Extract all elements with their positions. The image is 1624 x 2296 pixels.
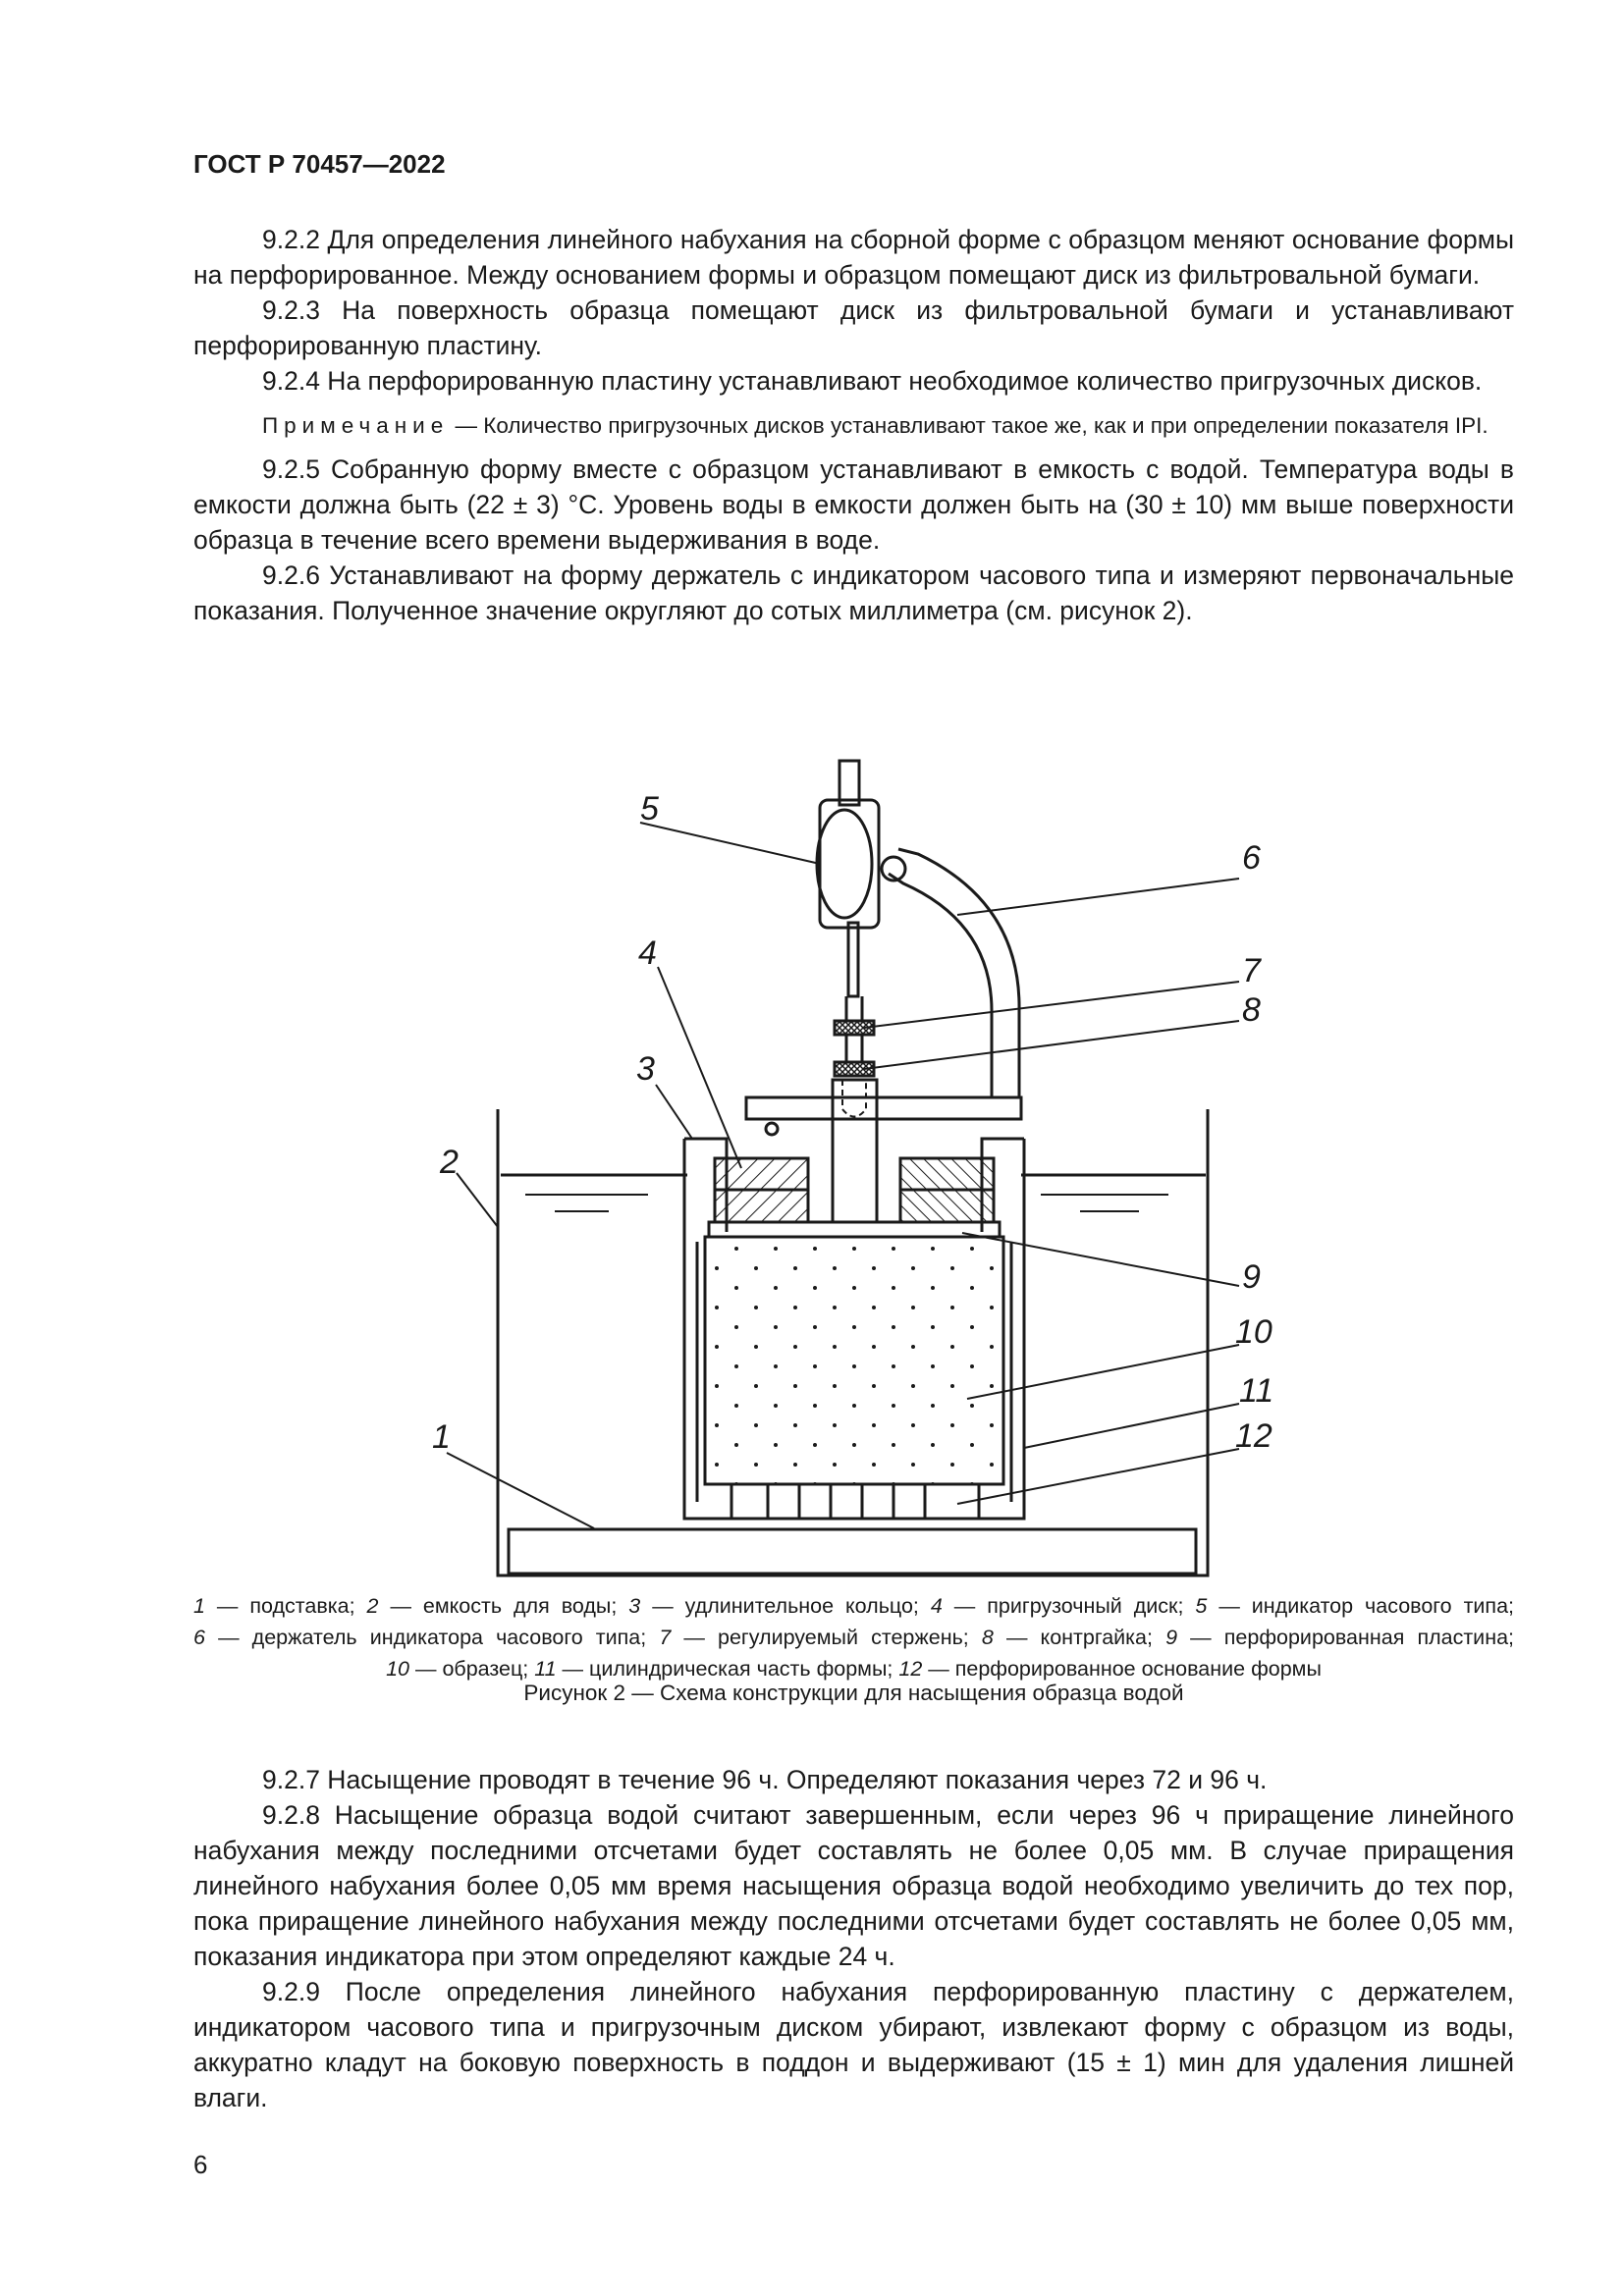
label-4: 4 [638, 934, 657, 972]
perforated-plate [709, 1222, 1000, 1237]
paragraph-9-2-6: 9.2.6 Устанавливают на форму держатель с индикатором часового типа и измеряют первоначальные показания. Полученное значение округляют до сотых миллиметра (см. рисунок 2). [193, 561, 1514, 625]
page-number: 6 [193, 2150, 208, 2179]
legend-line-3: 10 — образец; 11 — цилиндрическая часть формы; 12 — перфорированное основание формы [386, 1657, 1322, 1681]
paragraph-9-2-4: 9.2.4 На перфорированную пластину устанавливают необходимое количество пригрузочных дисков. [262, 366, 1483, 396]
paragraph-9-2-5: 9.2.5 Собранную форму вместе с образцом устанавливают в емкость с водой. Температура воды в емкости должна быть (22 ± 3) °С. Уровень воды в емкости должен быть на (30 ± 10) мм выше поверхности образца в течение всего времени выдерживания в воде. [193, 454, 1514, 555]
legend-line-2: 6 — держатель индикатора часового типа; 7 — регулируемый стержень; 8 — контргайка; 9 — перфорированная пластина; [193, 1626, 1514, 1649]
figure-2 [0, 746, 1624, 1590]
paragraph-9-2-2: 9.2.2 Для определения линейного набухания на сборной форме с образцом меняют основание формы на перфорированное. Между основанием формы и образцом помещают диск из фильтровальной бумаги. [193, 225, 1514, 290]
label-5: 5 [640, 790, 659, 828]
label-2: 2 [440, 1144, 459, 1181]
stand [509, 1529, 1196, 1574]
text-block-bottom [193, 1762, 1514, 2115]
paragraph-9-2-8: 9.2.8 Насыщение образца водой считают завершенным, если через 96 ч приращение линейного набухания между последними отсчетами будет составлять не более 0,05 мм. В случае приращения линейного набухания более 0,05 мм время насыщения образца водой необходимо увеличить до тех пор, пока приращение линейного набухания между последними отсчетами будет составлять не более 0,05 мм, показания индикатора при этом определяют каждые 24 ч. [193, 1800, 1514, 1971]
holder-base [746, 1097, 1021, 1119]
standard-header: ГОСТ Р 70457—2022 [193, 149, 446, 179]
sample [705, 1237, 1003, 1484]
label-1: 1 [432, 1418, 451, 1456]
paragraph-9-2-9: 9.2.9 После определения линейного набухания перфорированную пластину с держателем, индикатором часового типа и пригрузочным диском убирают, извлекают форму с образцом из воды, аккуратно кладут на боковую поверхность в поддон и выдерживают (15 ± 1) мин для удаления лишней влаги. [193, 1977, 1514, 2112]
paragraph-9-2-7: 9.2.7 Насыщение проводят в течение 96 ч. Определяют показания через 72 и 96 ч. [262, 1765, 1268, 1794]
note [193, 410, 1514, 442]
label-3: 3 [636, 1050, 655, 1088]
label-8: 8 [1242, 991, 1261, 1029]
label-9: 9 [1242, 1258, 1261, 1296]
figure-legend [193, 1590, 1514, 1684]
figure-caption: Рисунок 2 — Схема конструкции для насыщения образца водой [523, 1681, 1184, 1705]
text-block-top [193, 222, 1514, 628]
indicator-dial [817, 810, 872, 918]
label-11: 11 [1239, 1372, 1274, 1410]
diagram-lines [447, 761, 1239, 1575]
note-text: — Количество пригрузочных дисков устанавливают такое же, как и при определении показателя IPI. [449, 413, 1489, 438]
paragraph-9-2-3: 9.2.3 На поверхность образца помещают диск из фильтровальной бумаги и устанавливают перфорированную пластину. [193, 295, 1514, 360]
label-10: 10 [1235, 1313, 1272, 1351]
apparatus-diagram [0, 746, 1624, 1590]
label-7: 7 [1242, 952, 1261, 989]
label-6: 6 [1242, 839, 1261, 877]
label-12: 12 [1235, 1417, 1272, 1455]
legend-line-1: 1 — подставка; 2 — емкость для воды; 3 — удлинительное кольцо; 4 — пригрузочный диск; 5 — индикатор часового типа; [193, 1594, 1515, 1618]
note-label: Примечание [262, 413, 450, 438]
